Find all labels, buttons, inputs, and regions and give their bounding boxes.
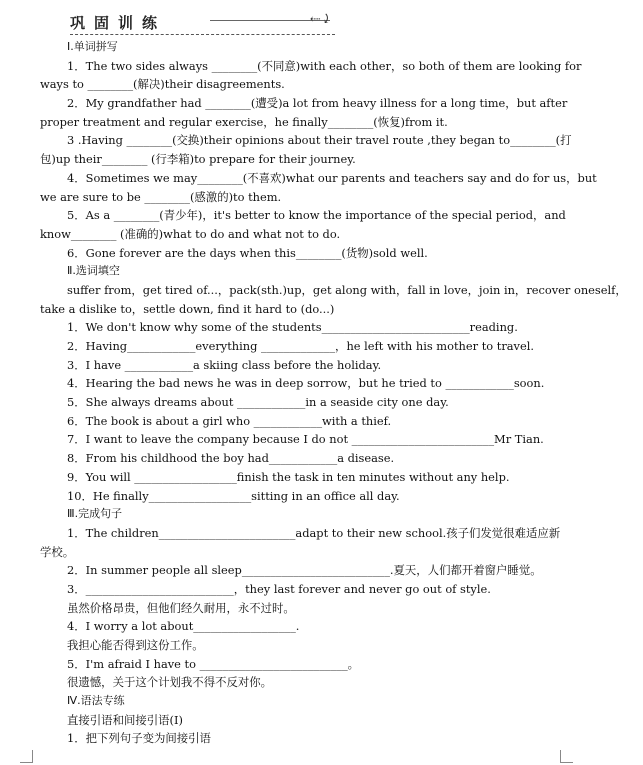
- worksheet-line: 6．Gone forever are the days when this________(货物)sold well.: [67, 245, 428, 260]
- worksheet-line: 1．把下列句子变为间接引语: [67, 731, 211, 746]
- worksheet-line: 8．From his childhood the boy had____________a disease.: [67, 451, 395, 466]
- worksheet-line: 4．Hearing the bad news he was in deep sorrow，but he tried to ____________soon.: [67, 376, 545, 391]
- worksheet-line: 直接引语和间接引语(Ⅰ): [67, 712, 183, 727]
- worksheet-line: 9．You will __________________finish the task in ten minutes without any help.: [67, 469, 510, 484]
- section-heading: Ⅰ.单词拼写: [67, 40, 118, 53]
- worksheet-line: ways to ________(解决)their disagreements.: [40, 77, 285, 92]
- worksheet-line: 很遗憾，关于这个计划我不得不反对你。: [67, 675, 273, 690]
- worksheet-line: 2．Having____________everything _____________，he left with his mother to travel.: [67, 339, 534, 353]
- worksheet-line: 3 .Having ________(交换)their opinions about their travel route ,they began to________(打: [67, 133, 572, 148]
- worksheet-line: know________ (准确的)what to do and what not to do.: [40, 226, 341, 241]
- worksheet-line: 包)up their________ (行李箱)to prepare for their journey.: [40, 152, 356, 167]
- worksheet-line: 虽然价格昂贵，但他们经久耐用，永不过时。: [67, 600, 295, 615]
- worksheet-line: 我担心能否得到这份工作。: [67, 638, 204, 652]
- section-header: [70, 10, 340, 36]
- worksheet-line: proper treatment and regular exercise，he finally________(恢复)from it.: [40, 114, 448, 129]
- worksheet-line: 2．In summer people all sleep__________________________.夏天，人们都开着窗户睡觉。: [67, 563, 542, 578]
- section-title: 巩固训练: [70, 14, 167, 32]
- worksheet-line: 4．Sometimes we may________(不喜欢)what our parents and teachers say and do for us，but: [67, 170, 597, 185]
- worksheet-line: suffer from，get tired of...，pack(sth.)up，get along with，fall in love，join in，recover oneself，: [67, 282, 627, 297]
- arrow-loop-icon: ⇠⤸: [310, 12, 332, 27]
- section-heading: Ⅱ.选词填空: [67, 264, 120, 278]
- worksheet-line: 3．__________________________，they last forever and never go out of style.: [67, 581, 491, 596]
- section-heading: Ⅲ.完成句子: [67, 507, 123, 521]
- worksheet-line: 1．The children________________________adapt to their new school.孩子们发觉很难适应新: [67, 525, 561, 540]
- worksheet-line: 10．He finally__________________sitting in an office all day.: [67, 488, 400, 503]
- worksheet-body: [40, 38, 627, 748]
- worksheet-line: 1．We don't know why some of the students__________________________reading.: [67, 320, 518, 335]
- worksheet-line: 5．As a ________(青少年)，it's better to know the importance of the special period，and: [67, 208, 566, 223]
- page-corner-mark-left: [20, 750, 33, 763]
- section-heading: Ⅳ.语法专练: [67, 694, 125, 708]
- worksheet-line: take a dislike to，settle down, find it hard to (do...): [40, 301, 335, 316]
- worksheet-line: we are sure to be ________(感激的)to them.: [40, 189, 282, 204]
- worksheet-line: 3．I have ____________a skiing class before the holiday.: [67, 357, 382, 372]
- worksheet-line: 2．My grandfather had ________(遭受)a lot from heavy illness for a long time，but after: [67, 96, 568, 111]
- page-corner-mark-right: [560, 750, 573, 763]
- header-dashed-underline: [70, 34, 335, 35]
- worksheet-line: 6．The book is about a girl who ____________with a thief.: [67, 413, 392, 428]
- worksheet-line: 7．I want to leave the company because I do not _________________________Mr Tian.: [67, 432, 544, 447]
- worksheet-line: 5．I'm afraid I have to __________________________。: [67, 656, 360, 671]
- worksheet-line: 4．I worry a lot about__________________.: [67, 619, 300, 634]
- worksheet-line: 学校。: [40, 544, 75, 559]
- worksheet-line: 5．She always dreams about ____________in a seaside city one day.: [67, 395, 449, 410]
- worksheet-line: 1．The two sides always ________(不同意)with each other，so both of them are looking for: [67, 58, 582, 73]
